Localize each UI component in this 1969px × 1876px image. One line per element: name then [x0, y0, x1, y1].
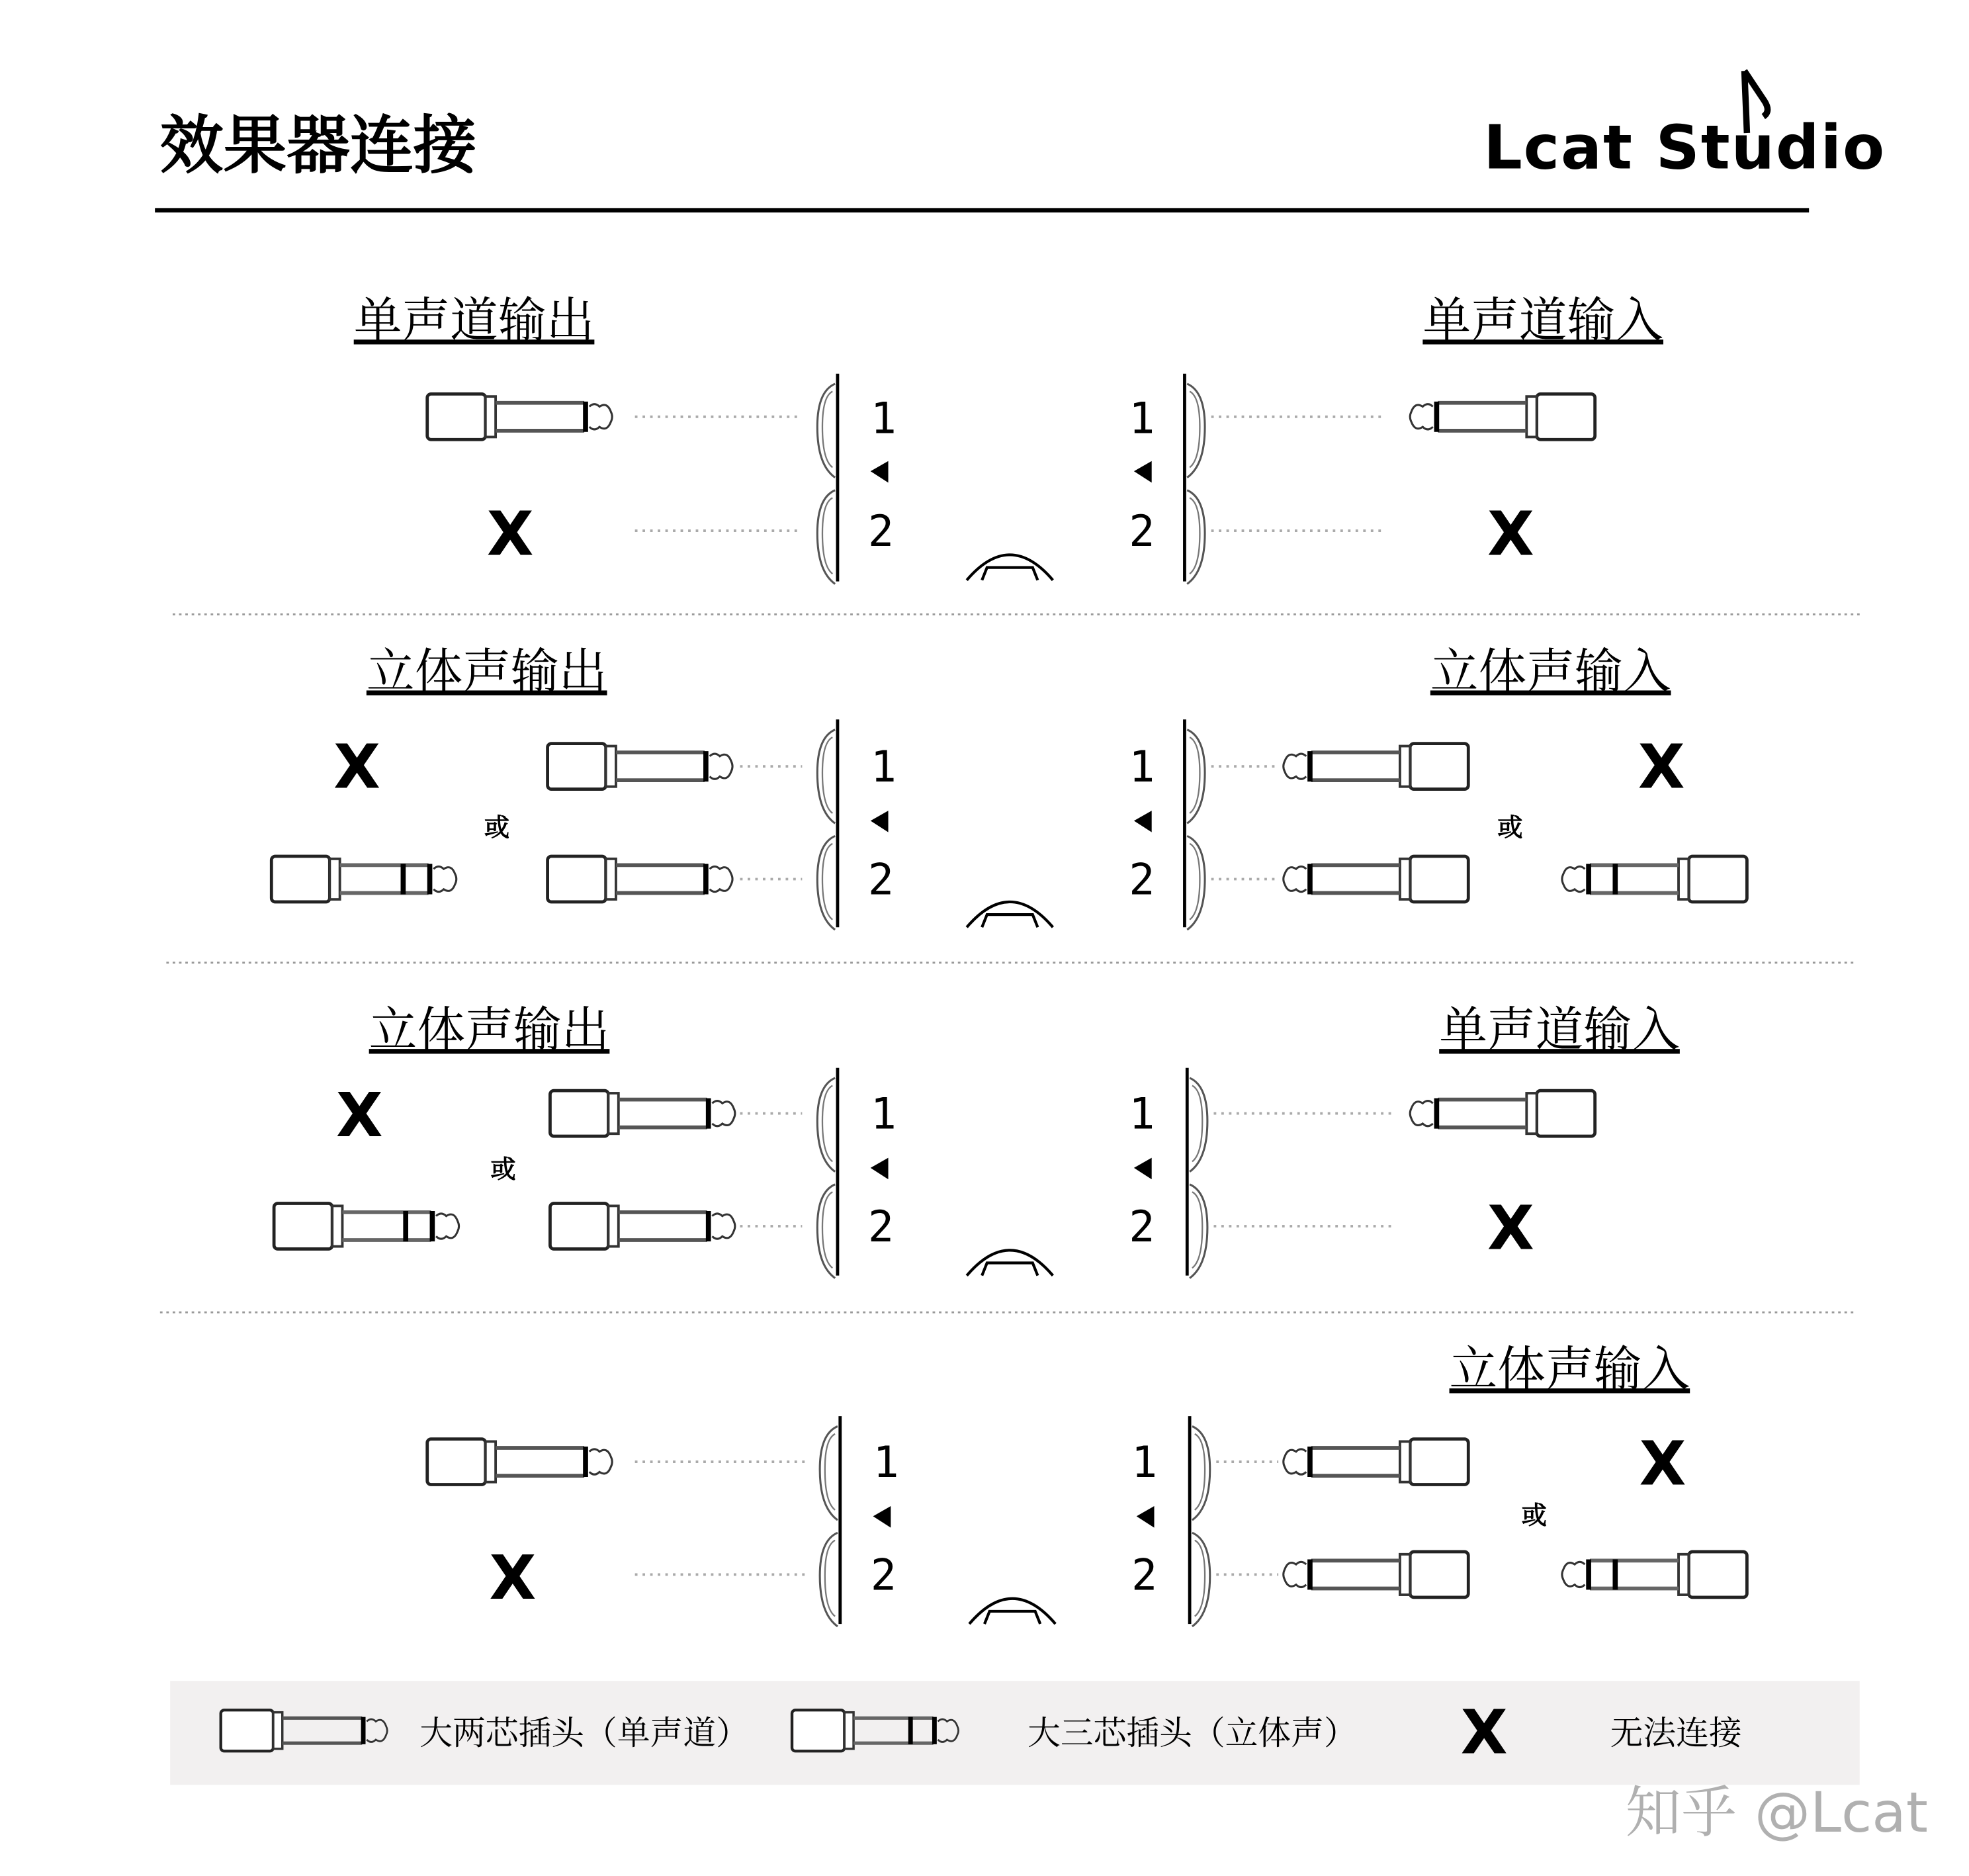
- x-mark-icon: X: [1638, 731, 1685, 803]
- mono-plug-icon: [548, 744, 732, 789]
- section-output-label: 立体声输出: [366, 643, 607, 700]
- or-label: 或: [1497, 813, 1523, 843]
- brand-name: Lcat Studio: [1483, 112, 1886, 183]
- jack-1-label: 1: [870, 1089, 897, 1139]
- signal-arrow-icon: [871, 811, 889, 832]
- input-jack-panel: [1190, 1416, 1210, 1627]
- output-jack-panel: [817, 719, 838, 930]
- section-stereo-out-stereo-in: [271, 643, 1747, 930]
- mono-plug-icon: [1410, 1091, 1595, 1136]
- x-mark-icon: X: [486, 498, 534, 570]
- legend-mono-label: 大两芯插头（单声道）: [419, 1713, 749, 1752]
- jack-2-label: 2: [867, 855, 895, 905]
- section-input-label: 立体声输入: [1430, 643, 1671, 700]
- or-label: 或: [1521, 1500, 1547, 1531]
- signal-arrow-icon: [873, 1506, 891, 1528]
- x-mark-icon: X: [1639, 1428, 1686, 1499]
- jack-2-label: 2: [1129, 507, 1155, 557]
- mono-plug-icon: [1410, 394, 1595, 439]
- output-jack-panel: [817, 1068, 838, 1278]
- or-label: 或: [484, 813, 510, 843]
- mono-plug-icon: [550, 1091, 734, 1136]
- jack-2-label: 2: [867, 1202, 895, 1252]
- signal-arrow-icon: [1134, 811, 1152, 832]
- mono-plug-icon: [427, 1439, 612, 1485]
- section-input-label: 单声道输入: [1439, 1002, 1680, 1059]
- x-mark-icon: X: [1487, 1192, 1534, 1264]
- jack-2-label: 2: [1129, 855, 1155, 905]
- input-jack-panel: [1184, 374, 1205, 584]
- jack-1-label: 1: [1129, 742, 1155, 793]
- section-input-label: 单声道输入: [1422, 292, 1664, 349]
- legend-x-label: 无法连接: [1610, 1713, 1742, 1752]
- mono-plug-icon: [548, 856, 732, 902]
- output-jack-panel: [817, 374, 838, 584]
- jack-1-label: 1: [1129, 394, 1155, 444]
- stereo-plug-icon: [274, 1204, 459, 1249]
- mono-plug-icon: [427, 394, 612, 439]
- output-jack-panel: [820, 1416, 840, 1627]
- jack-1-label: 1: [1131, 1438, 1158, 1488]
- jack-1-label: 1: [870, 742, 897, 793]
- stereo-plug-icon: [1562, 856, 1747, 902]
- section-output-label: 单声道输出: [353, 292, 595, 349]
- section-mono-out-stereo-in: [427, 1341, 1747, 1627]
- legend-stereo-label: 大三芯插头（立体声）: [1028, 1713, 1357, 1752]
- mono-plug-icon: [1284, 1552, 1468, 1597]
- stereo-plug-icon: [1562, 1552, 1747, 1597]
- signal-arrow-icon: [1134, 461, 1152, 483]
- jack-2-label: 2: [870, 1550, 897, 1601]
- signal-arrow-icon: [871, 1158, 889, 1180]
- x-mark-icon: X: [1460, 1697, 1508, 1768]
- section-stereo-out-mono-in: [274, 1002, 1680, 1278]
- jack-1-label: 1: [873, 1438, 899, 1488]
- mono-plug-icon: [1284, 744, 1468, 789]
- x-mark-icon: X: [1487, 498, 1534, 570]
- jack-2-label: 2: [867, 507, 895, 557]
- signal-arrow-icon: [1137, 1506, 1155, 1528]
- x-mark-icon: X: [333, 731, 380, 803]
- jack-1-label: 1: [1129, 1089, 1155, 1139]
- jack-2-label: 2: [1131, 1550, 1158, 1601]
- page-title: 效果器连接: [159, 108, 477, 183]
- signal-arrow-icon: [871, 461, 889, 483]
- footswitch-icon: [967, 902, 1053, 927]
- section-mono-out-mono-in: [354, 292, 1663, 584]
- section-input-label: 立体声输入: [1449, 1341, 1690, 1398]
- or-label: 或: [490, 1155, 516, 1185]
- mono-plug-icon: [1284, 1439, 1468, 1485]
- watermark: 知乎 @Lcat: [1625, 1780, 1928, 1846]
- legend: [170, 1681, 1860, 1785]
- footswitch-icon: [967, 555, 1053, 580]
- jack-2-label: 2: [1129, 1202, 1155, 1252]
- x-mark-icon: X: [489, 1542, 537, 1613]
- brand-logo: [1483, 71, 1886, 183]
- mono-plug-icon: [550, 1204, 734, 1249]
- input-jack-panel: [1187, 1068, 1207, 1278]
- mono-plug-icon: [1284, 856, 1468, 902]
- stereo-plug-icon: [271, 856, 456, 902]
- footswitch-icon: [967, 1250, 1053, 1275]
- input-jack-panel: [1184, 719, 1205, 930]
- footswitch-icon: [969, 1599, 1055, 1624]
- x-mark-icon: X: [335, 1080, 383, 1151]
- jack-1-label: 1: [870, 394, 897, 444]
- signal-arrow-icon: [1134, 1158, 1152, 1180]
- section-output-label: 立体声输出: [369, 1002, 610, 1059]
